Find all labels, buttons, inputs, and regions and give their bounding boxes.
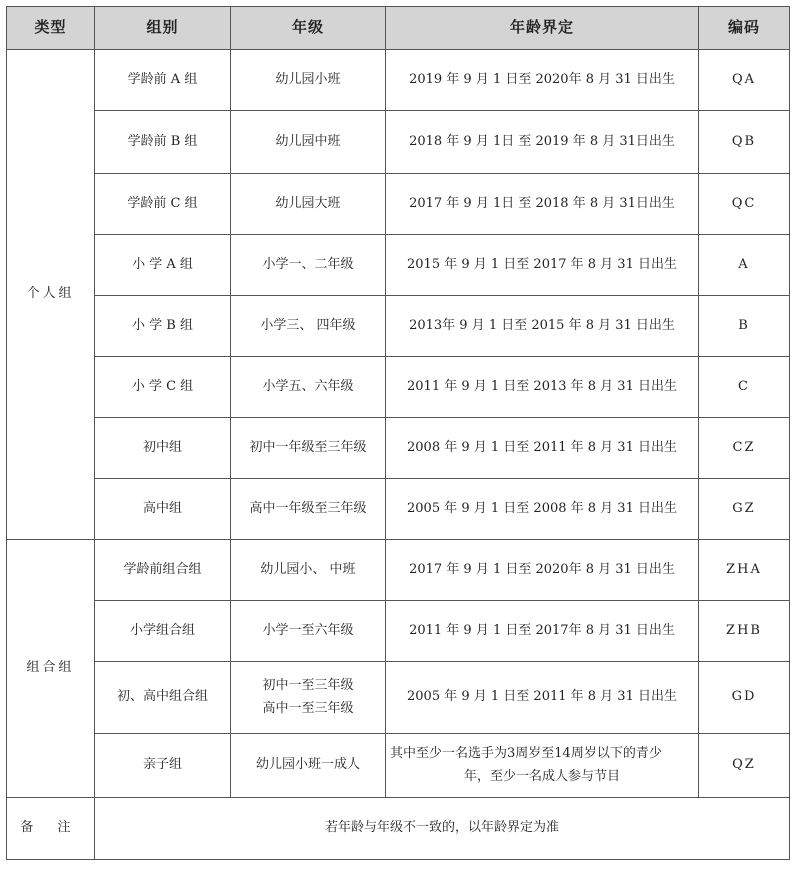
code-cell: ZHA xyxy=(699,540,790,601)
age-cell: 2005 年 9 月 1 日至 2011 年 8 月 31 日出生 xyxy=(386,662,699,734)
code-cell: QB xyxy=(699,111,790,174)
code-cell: A xyxy=(699,235,790,296)
grade-cell: 小学五、六年级 xyxy=(231,357,386,418)
group-cell: 高中组 xyxy=(95,479,231,540)
group-cell: 初中组 xyxy=(95,418,231,479)
age-line: 其中至少一名选手为3周岁至14周岁以下的青少 xyxy=(390,746,662,762)
group-cell: 小 学 C 组 xyxy=(95,357,231,418)
group-cell: 亲子组 xyxy=(95,734,231,798)
code-cell: CZ xyxy=(699,418,790,479)
group-cell: 小 学 B 组 xyxy=(95,296,231,357)
group-cell: 学龄前 A 组 xyxy=(95,50,231,111)
grade-cell: 幼儿园小、 中班 xyxy=(231,540,386,601)
header-type: 类型 xyxy=(7,7,95,50)
table-row xyxy=(7,418,790,479)
grade-cell: 高中一年级至三年级 xyxy=(231,479,386,540)
age-cell: 2011 年 9 月 1 日至 2017年 8 月 31 日出生 xyxy=(386,601,699,662)
age-cell xyxy=(386,734,699,798)
group-cell: 学龄前 C 组 xyxy=(95,174,231,235)
age-line: 年，至少一名成人参与节目 xyxy=(463,768,620,784)
age-cell: 2017 年 9 月 1日 至 2018 年 8 月 31日出生 xyxy=(386,174,699,235)
code-cell: QC xyxy=(699,174,790,235)
age-cell: 2018 年 9 月 1日 至 2019 年 8 月 31日出生 xyxy=(386,111,699,174)
grade-cell: 幼儿园小班一成人 xyxy=(231,734,386,798)
note-text: 若年龄与年级不一致的，以年龄界定为准 xyxy=(95,798,790,860)
type-cell-combination: 组合组 xyxy=(7,540,95,798)
grade-cell: 幼儿园小班 xyxy=(231,50,386,111)
group-cell: 学龄前 B 组 xyxy=(95,111,231,174)
code-cell: ZHB xyxy=(699,601,790,662)
header-code: 编码 xyxy=(699,7,790,50)
grade-line: 高中一至三年级 xyxy=(262,700,354,716)
table-row xyxy=(7,50,790,111)
note-label: 备 注 xyxy=(7,798,95,860)
age-cell: 2011 年 9 月 1 日至 2013 年 8 月 31 日出生 xyxy=(386,357,699,418)
header-age: 年龄界定 xyxy=(386,7,699,50)
grade-cell: 幼儿园大班 xyxy=(231,174,386,235)
table-row xyxy=(7,601,790,662)
table-row xyxy=(7,540,790,601)
grade-cell: 初中一年级至三年级 xyxy=(231,418,386,479)
grade-cell: 小学三、 四年级 xyxy=(231,296,386,357)
grade-cell: 幼儿园中班 xyxy=(231,111,386,174)
grade-cell: 小学一、二年级 xyxy=(231,235,386,296)
code-cell: QA xyxy=(699,50,790,111)
type-cell-individual: 个人组 xyxy=(7,50,95,540)
header-row xyxy=(7,7,790,50)
table-row xyxy=(7,479,790,540)
group-cell: 小学组合组 xyxy=(95,601,231,662)
note-row xyxy=(7,798,790,860)
code-cell: B xyxy=(699,296,790,357)
grade-cell: 小学一至六年级 xyxy=(231,601,386,662)
grade-line: 初中一至三年级 xyxy=(262,678,354,694)
table-row xyxy=(7,734,790,798)
code-cell: QZ xyxy=(699,734,790,798)
code-cell: GZ xyxy=(699,479,790,540)
table-row xyxy=(7,662,790,734)
age-cell: 2008 年 9 月 1 日至 2011 年 8 月 31 日出生 xyxy=(386,418,699,479)
age-cell: 2019 年 9 月 1 日至 2020年 8 月 31 日出生 xyxy=(386,50,699,111)
header-group: 组别 xyxy=(95,7,231,50)
table-row xyxy=(7,296,790,357)
age-cell: 2017 年 9 月 1 日至 2020年 8 月 31 日出生 xyxy=(386,540,699,601)
header-grade: 年级 xyxy=(231,7,386,50)
age-cell: 2005 年 9 月 1 日至 2008 年 8 月 31 日出生 xyxy=(386,479,699,540)
age-group-table xyxy=(6,6,790,860)
table-row xyxy=(7,235,790,296)
group-cell: 小 学 A 组 xyxy=(95,235,231,296)
table-row xyxy=(7,174,790,235)
grade-cell xyxy=(231,662,386,734)
table-row xyxy=(7,111,790,174)
age-cell: 2013年 9 月 1 日至 2015 年 8 月 31 日出生 xyxy=(386,296,699,357)
group-cell: 学龄前组合组 xyxy=(95,540,231,601)
table-row xyxy=(7,357,790,418)
age-cell: 2015 年 9 月 1 日至 2017 年 8 月 31 日出生 xyxy=(386,235,699,296)
code-cell: GD xyxy=(699,662,790,734)
code-cell: C xyxy=(699,357,790,418)
group-cell: 初、高中组合组 xyxy=(95,662,231,734)
